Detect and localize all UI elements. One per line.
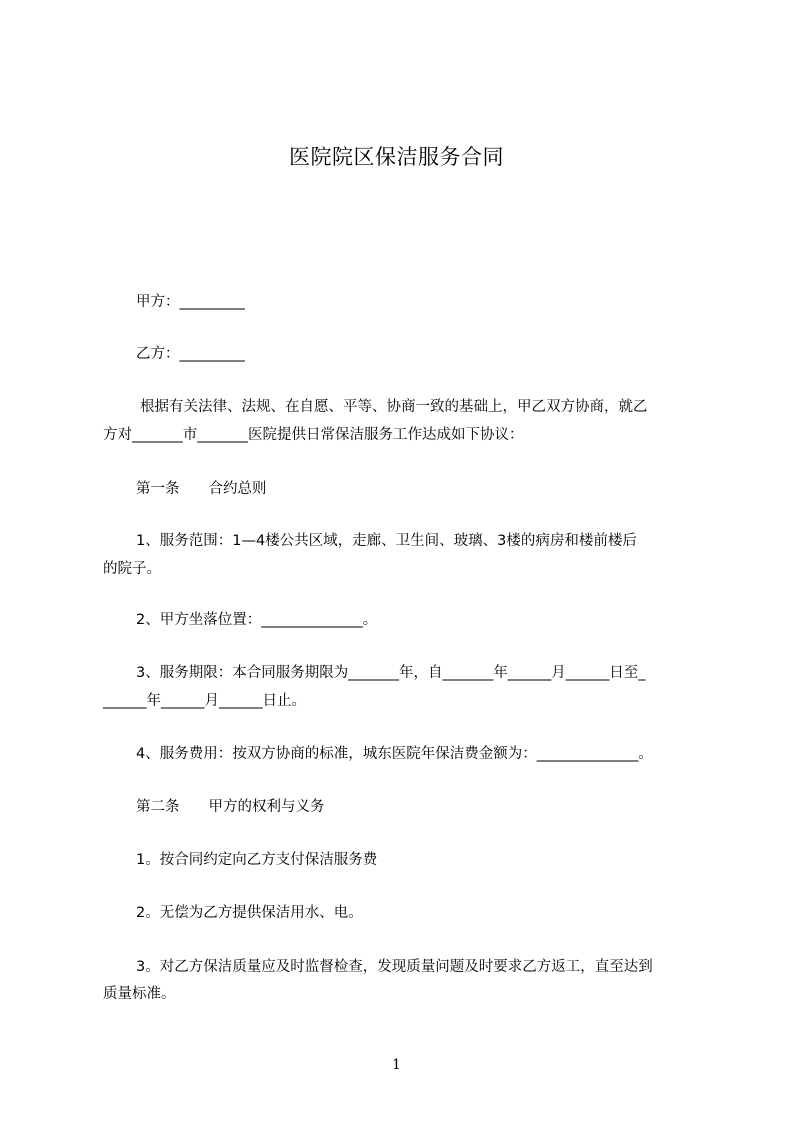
clause-1-1-line-2: 的院子。 [103, 561, 161, 577]
clause-1-4-line: 4、服务费用：按双方协商的标准，城东医院年保洁费金额为：______________。 [136, 746, 653, 762]
preamble-line-2: 方对_______市_______医院提供日常保洁服务工作达成如下协议： [103, 427, 524, 443]
party-a-line: 甲方：_________ [136, 294, 245, 310]
page-number: 1 [392, 1057, 401, 1073]
article-2-heading: 第二条 甲方的权利与义务 [136, 799, 325, 815]
party-b-line: 乙方：_________ [136, 346, 245, 362]
document-title: 医院院区保洁服务合同 [289, 145, 504, 169]
clause-2-2-line: 2。无偿为乙方提供保洁用水、电。 [136, 905, 363, 921]
clause-2-3-line-2: 质量标准。 [103, 986, 176, 1002]
clause-1-2-line: 2、甲方坐落位置：______________。 [136, 612, 378, 628]
preamble-line-1: 根据有关法律、法规、在自愿、平等、协商一致的基础上，甲乙双方协商，就乙 [140, 399, 648, 415]
clause-2-3-line-1: 3。对乙方保洁质量应及时监督检查，发现质量问题及时要求乙方返工，直至达到 [136, 959, 653, 975]
clause-1-3-line-1: 3、服务期限：本合同服务期限为_______年，自_______年______月______日至_ [136, 665, 646, 681]
clause-1-1-line-1: 1、服务范围：1—4楼公共区域，走廊、卫生间、玻璃、3楼的病房和楼前楼后 [136, 533, 637, 549]
clause-2-1-line: 1。按合同约定向乙方支付保洁服务费 [136, 852, 378, 868]
clause-1-3-line-2: ______年______月______日止。 [103, 693, 306, 709]
article-1-heading: 第一条 合约总则 [136, 481, 267, 497]
